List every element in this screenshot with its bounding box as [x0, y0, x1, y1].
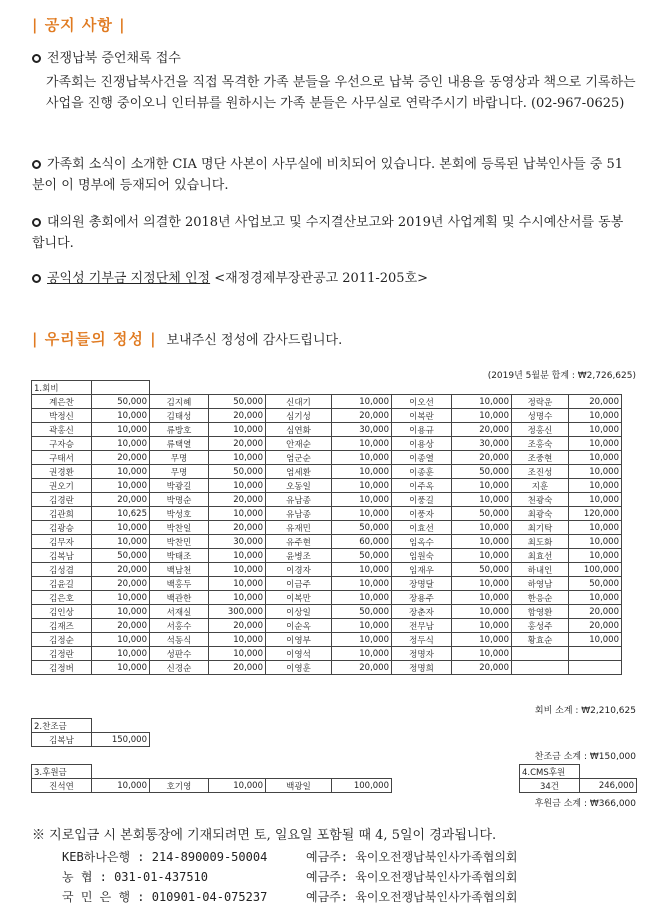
donation-amount-cell: 10,000 — [92, 633, 150, 647]
donor-name-cell: 엄세환 — [266, 465, 332, 479]
donor-name-cell: 이풍자 — [392, 507, 452, 521]
donor-name-cell: 김광승 — [32, 521, 92, 535]
donation-amount-cell: 20,000 — [92, 493, 150, 507]
donor-name-cell: 이효선 — [392, 521, 452, 535]
donation-amount-cell: 10,000 — [452, 619, 512, 633]
donor-name-cell: 이영부 — [266, 633, 332, 647]
donor-name-cell: 이종열 — [392, 451, 452, 465]
donor-name-cell: 장용주 — [392, 591, 452, 605]
donation-amount-cell: 20,000 — [452, 423, 512, 437]
table-row — [32, 521, 622, 535]
donation-amount-cell: 10,000 — [332, 493, 392, 507]
donation-amount-cell: 20,000 — [569, 605, 622, 619]
bank-account-3: 국 민 은 행 : 010901-04-075237 — [62, 890, 268, 904]
donation-amount-cell: 20,000 — [92, 451, 150, 465]
table-row — [32, 647, 622, 661]
donation-amount-cell: 10,000 — [452, 493, 512, 507]
donor-name-cell: 서홍수 — [150, 619, 209, 633]
donation-amount-cell: 10,000 — [569, 493, 622, 507]
donation-amount-cell: 50,000 — [569, 577, 622, 591]
donation-amount-cell: 10,000 — [92, 423, 150, 437]
section2-label: 2.찬조금 — [32, 719, 92, 733]
donor-name-cell: 유주현 — [266, 535, 332, 549]
donor-name-cell: 구자승 — [32, 437, 92, 451]
donor-name-cell: 김성겸 — [32, 563, 92, 577]
section3-header-row — [32, 765, 392, 779]
donation-amount-cell: 10,000 — [569, 451, 622, 465]
donor-name-cell: 하영남 — [512, 577, 569, 591]
table-row — [32, 577, 622, 591]
donation-amount-cell: 10,000 — [569, 465, 622, 479]
donation-amount-cell: 50,000 — [92, 395, 150, 409]
donor-name-cell: 김경란 — [32, 493, 92, 507]
donation-amount-cell: 30,000 — [209, 535, 266, 549]
notice-item-1-text: 가족회는 진쟁납북사건을 직접 목격한 가족 분들을 우선으로 납북 증인 내용을 동영상과 책으로 기록하는 사업을 진행 중이오니 인터뷰를 원하시는 가족 분들은 사무실로 연락주시기 바랍니다. (02-967-0625) — [46, 75, 636, 111]
donor-name-cell: 백홍두 — [150, 577, 209, 591]
donation-amount-cell: 10,000 — [92, 479, 150, 493]
donor-name-cell: 무명 — [150, 465, 209, 479]
donation-amount-cell: 10,000 — [452, 409, 512, 423]
donation-amount-cell: 10,000 — [92, 521, 150, 535]
donor-name-cell: 홍성주 — [512, 619, 569, 633]
donation-amount-cell: 10,000 — [92, 605, 150, 619]
donation-amount-cell: 10,000 — [332, 395, 392, 409]
donor-name-cell: 이용규 — [392, 423, 452, 437]
donor-name-cell: 조진성 — [512, 465, 569, 479]
donation-amount-cell: 20,000 — [569, 395, 622, 409]
donor-name-cell: 이오선 — [392, 395, 452, 409]
donor-name-cell: 백관한 — [150, 591, 209, 605]
donation-amount-cell: 10,000 — [209, 577, 266, 591]
donation-amount-cell: 10,000 — [332, 437, 392, 451]
donor-name-cell: 김정버 — [32, 661, 92, 675]
donation-amount-cell: 10,000 — [452, 605, 512, 619]
donor-name-cell: 곽홍신 — [32, 423, 92, 437]
donor-name-cell: 김복남 — [32, 549, 92, 563]
donor-name-cell: 백남천 — [150, 563, 209, 577]
donation-amount-cell: 10,000 — [209, 423, 266, 437]
section1-header-row — [32, 381, 622, 395]
bank-account-1: KEB하나은행 : 214-890009-50004 — [62, 850, 268, 864]
donation-amount-cell: 10,000 — [332, 619, 392, 633]
table-row — [32, 535, 622, 549]
section2-subtotal: 찬조금 소계 : ₩150,000 — [534, 752, 636, 762]
donor-name-cell: 황효순 — [512, 633, 569, 647]
donation-amount-cell: 10,000 — [452, 395, 512, 409]
donation-amount-cell — [569, 647, 622, 661]
table-row — [32, 507, 622, 521]
donor-name-cell: 박찬일 — [150, 521, 209, 535]
donor-name-cell: 한응순 — [512, 591, 569, 605]
donation-amount-cell: 20,000 — [332, 409, 392, 423]
donation-amount-cell: 10,000 — [569, 409, 622, 423]
table-row — [32, 633, 622, 647]
donor-name-cell: 최기탁 — [512, 521, 569, 535]
donation-amount-cell: 10,000 — [209, 647, 266, 661]
donation-amount-cell: 300,000 — [209, 605, 266, 619]
notice-item-1: 전쟁납북 증언채록 접수 — [32, 48, 632, 69]
donor-name-cell: 장춘자 — [392, 605, 452, 619]
donor-name-cell: 최광숙 — [512, 507, 569, 521]
donor-name-cell: 이경자 — [266, 563, 332, 577]
donation-amount-cell: 20,000 — [452, 451, 512, 465]
donation-amount-cell: 10,000 — [452, 479, 512, 493]
table-row — [32, 605, 622, 619]
donor-name-cell: 심연화 — [266, 423, 332, 437]
section4-table — [519, 764, 637, 793]
table-row — [32, 591, 622, 605]
donation-amount-cell: 10,000 — [569, 633, 622, 647]
section2-table — [31, 718, 150, 747]
donor-name-cell: 이순옥 — [266, 619, 332, 633]
section3-label: 3.후원금 — [32, 765, 92, 779]
donor-name-cell: 이금주 — [266, 577, 332, 591]
donation-amount-cell: 10,000 — [452, 591, 512, 605]
donation-amount-cell: 50,000 — [209, 395, 266, 409]
donor-name-cell: 신대기 — [266, 395, 332, 409]
donation-amount-cell: 10,000 — [92, 409, 150, 423]
section4-header-row — [520, 765, 637, 779]
donation-amount-cell: 10,000 — [332, 591, 392, 605]
notice-item-3: 대의원 총회에서 의결한 2018년 사업보고 및 수지결산보고와 2019년 사업계획 및 수시예산서를 동봉합니다. — [32, 215, 624, 251]
donor-name-cell: 전무남 — [392, 619, 452, 633]
donor-name-cell: 김정순 — [32, 633, 92, 647]
donor-name-cell: 유남종 — [266, 493, 332, 507]
table-row — [32, 395, 622, 409]
table-row: 진석연 10,000 호기영 10,000 백광일 100,000 — [32, 779, 392, 793]
bank-holder-3: 예금주: 육이오전쟁납북인사가족협의회 — [306, 890, 518, 904]
donation-amount-cell: 10,000 — [332, 563, 392, 577]
donor-name-cell: 이복란 — [392, 409, 452, 423]
donor-name-cell: 정두식 — [392, 633, 452, 647]
donation-amount-cell: 20,000 — [452, 661, 512, 675]
donation-amount-cell: 60,000 — [332, 535, 392, 549]
donor-name-cell: 권경환 — [32, 465, 92, 479]
donor-name-cell: 임원숙 — [392, 549, 452, 563]
donor-name-cell: 박명순 — [150, 493, 209, 507]
section4-label: 4.CMS후원 — [520, 765, 580, 779]
table-row — [32, 409, 622, 423]
donation-amount-cell: 10,000 — [332, 507, 392, 521]
donation-amount-cell: 50,000 — [452, 563, 512, 577]
donor-name-cell: 박성호 — [150, 507, 209, 521]
donor-name-cell: 김지혜 — [150, 395, 209, 409]
donor-name-cell: 정명자 — [392, 647, 452, 661]
donation-amount-cell: 20,000 — [209, 521, 266, 535]
donation-amount-cell: 10,000 — [332, 479, 392, 493]
donor-name-cell: 김정란 — [32, 647, 92, 661]
notice-title: | 공지 사항 | — [32, 16, 126, 34]
donation-amount-cell: 20,000 — [569, 619, 622, 633]
donation-amount-cell: 10,000 — [332, 577, 392, 591]
donor-name-cell: 이상일 — [266, 605, 332, 619]
donation-amount-cell: 50,000 — [452, 507, 512, 521]
donation-amount-cell: 10,000 — [209, 549, 266, 563]
donation-amount-cell: 20,000 — [209, 661, 266, 675]
donation-amount-cell: 10,000 — [209, 507, 266, 521]
donor-name-cell: 엄군순 — [266, 451, 332, 465]
donation-amount-cell: 30,000 — [332, 423, 392, 437]
donor-name-cell: 이용상 — [392, 437, 452, 451]
donation-amount-cell: 10,000 — [569, 479, 622, 493]
donor-name-cell: 계은찬 — [32, 395, 92, 409]
donation-amount-cell: 10,000 — [92, 647, 150, 661]
donor-name-cell: 최효선 — [512, 549, 569, 563]
donation-amount-cell: 30,000 — [452, 437, 512, 451]
donor-name-cell: 박광길 — [150, 479, 209, 493]
donor-name-cell: 구태서 — [32, 451, 92, 465]
circle-bullet-icon — [32, 274, 41, 283]
donor-name-cell: 김윤길 — [32, 577, 92, 591]
donation-amount-cell: 20,000 — [209, 493, 266, 507]
donation-amount-cell: 10,000 — [569, 549, 622, 563]
donation-amount-cell: 50,000 — [209, 465, 266, 479]
bank-holder-2: 예금주: 육이오전쟁납북인사가족협의회 — [306, 870, 518, 884]
table-row — [32, 619, 622, 633]
footer-note: ※ 지로입금 시 본회통장에 기재되려면 토, 일요일 포함될 때 4, 5일이 경과됩니다. — [32, 828, 497, 843]
donation-amount-cell: 10,000 — [452, 577, 512, 591]
donation-amount-cell — [569, 661, 622, 675]
notice-item-2: 가족회 소식이 소개한 CIA 명단 사본이 사무실에 비치되어 있습니다. 본회에 등록된 납북인사들 중 51분이 이 명부에 등재되어 있습니다. — [32, 157, 624, 193]
table-row — [32, 437, 622, 451]
donation-amount-cell: 10,000 — [209, 563, 266, 577]
table-row — [32, 549, 622, 563]
donor-name-cell: 최도화 — [512, 535, 569, 549]
donations-summary: (2019년 5월분 합계 : ₩2,726,625) — [487, 371, 636, 381]
section3-subtotal: 후원금 소계 : ₩366,000 — [534, 799, 636, 809]
notice-item-4: 공익성 기부금 지정단체 인정 <재정경제부장관공고 2011-205호> — [32, 268, 632, 289]
donation-amount-cell: 10,000 — [332, 451, 392, 465]
section1-subtotal: 회비 소계 : ₩2,210,625 — [534, 706, 636, 716]
donations-title: | 우리들의 정성 | 보내주신 정성에 감사드립니다. — [32, 330, 343, 348]
section1-label: 1.회비 — [32, 381, 92, 395]
donation-amount-cell: 10,000 — [452, 633, 512, 647]
table-row — [32, 563, 622, 577]
donor-name-cell: 윤병조 — [266, 549, 332, 563]
donation-amount-cell: 10,000 — [452, 521, 512, 535]
donor-name-cell: 정명희 — [392, 661, 452, 675]
circle-bullet-icon — [32, 218, 41, 227]
donation-amount-cell: 10,000 — [92, 437, 150, 451]
donor-name-cell: 이주옥 — [392, 479, 452, 493]
donation-amount-cell: 10,000 — [92, 591, 150, 605]
donor-name-cell: 박정신 — [32, 409, 92, 423]
donor-name-cell — [512, 661, 569, 675]
donation-amount-cell: 20,000 — [92, 619, 150, 633]
donor-name-cell — [512, 647, 569, 661]
donation-amount-cell: 10,000 — [209, 591, 266, 605]
section3-table — [31, 764, 392, 793]
circle-bullet-icon — [32, 54, 41, 63]
donor-name-cell: 정홍신 — [512, 423, 569, 437]
donation-amount-cell: 50,000 — [452, 465, 512, 479]
donor-name-cell: 권오기 — [32, 479, 92, 493]
donation-amount-cell: 10,000 — [332, 465, 392, 479]
section2-header-row — [32, 719, 150, 733]
donor-name-cell: 박태조 — [150, 549, 209, 563]
donation-amount-cell: 10,000 — [452, 647, 512, 661]
donor-name-cell: 이복만 — [266, 591, 332, 605]
donation-amount-cell: 10,000 — [92, 465, 150, 479]
donation-amount-cell: 10,000 — [209, 479, 266, 493]
donor-name-cell: 오동일 — [266, 479, 332, 493]
donor-name-cell: 김무자 — [32, 535, 92, 549]
donation-amount-cell: 120,000 — [569, 507, 622, 521]
donor-name-cell: 류택열 — [150, 437, 209, 451]
donation-amount-cell: 10,000 — [569, 535, 622, 549]
donor-name-cell: 성명수 — [512, 409, 569, 423]
donor-name-cell: 김태성 — [150, 409, 209, 423]
donation-amount-cell: 10,000 — [92, 661, 150, 675]
circle-bullet-icon — [32, 160, 41, 169]
donation-amount-cell: 50,000 — [92, 549, 150, 563]
table-row: 김복남 150,000 — [32, 733, 150, 747]
donation-amount-cell: 20,000 — [92, 577, 150, 591]
donor-name-cell: 김은호 — [32, 591, 92, 605]
donor-name-cell: 이풍길 — [392, 493, 452, 507]
donation-amount-cell: 20,000 — [209, 619, 266, 633]
donor-name-cell: 김재즈 — [32, 619, 92, 633]
donor-name-cell: 안재순 — [266, 437, 332, 451]
table-row — [32, 661, 622, 675]
donor-name-cell: 함영환 — [512, 605, 569, 619]
bank-holder-1: 예금주: 육이오전쟁납북인사가족협의회 — [306, 850, 518, 864]
donation-amount-cell: 10,000 — [569, 437, 622, 451]
donation-amount-cell: 10,000 — [209, 633, 266, 647]
donor-name-cell: 천광숙 — [512, 493, 569, 507]
donor-name-cell: 조홍숙 — [512, 437, 569, 451]
donor-name-cell: 박찬민 — [150, 535, 209, 549]
donor-name-cell: 장명달 — [392, 577, 452, 591]
table-row: 34건 246,000 — [520, 779, 637, 793]
donor-name-cell: 조중현 — [512, 451, 569, 465]
donor-name-cell: 지훈 — [512, 479, 569, 493]
donor-name-cell: 임옥수 — [392, 535, 452, 549]
donation-amount-cell: 10,000 — [452, 549, 512, 563]
donor-name-cell: 무명 — [150, 451, 209, 465]
donor-name-cell: 성판수 — [150, 647, 209, 661]
donation-amount-cell: 100,000 — [569, 563, 622, 577]
donor-name-cell: 김관희 — [32, 507, 92, 521]
bank-account-2: 농 협 : 031-01-437510 — [62, 870, 209, 884]
donor-name-cell: 임재우 — [392, 563, 452, 577]
donor-name-cell: 류방호 — [150, 423, 209, 437]
table-row — [32, 479, 622, 493]
donor-name-cell: 유재민 — [266, 521, 332, 535]
donation-amount-cell: 50,000 — [332, 549, 392, 563]
donation-amount-cell: 20,000 — [332, 661, 392, 675]
donor-name-cell: 신경순 — [150, 661, 209, 675]
donor-name-cell: 서재실 — [150, 605, 209, 619]
table-row — [32, 493, 622, 507]
donor-name-cell: 유남종 — [266, 507, 332, 521]
donation-amount-cell: 10,000 — [569, 423, 622, 437]
donation-amount-cell: 20,000 — [209, 409, 266, 423]
donation-amount-cell: 50,000 — [332, 521, 392, 535]
donation-amount-cell: 10,000 — [452, 535, 512, 549]
donation-amount-cell: 10,000 — [569, 591, 622, 605]
donor-name-cell: 이영훈 — [266, 661, 332, 675]
donor-name-cell: 김인상 — [32, 605, 92, 619]
donor-name-cell: 정락운 — [512, 395, 569, 409]
donation-amount-cell: 10,000 — [569, 521, 622, 535]
table-row — [32, 451, 622, 465]
donation-amount-cell: 20,000 — [209, 437, 266, 451]
donation-amount-cell: 10,625 — [92, 507, 150, 521]
donor-name-cell: 이종훈 — [392, 465, 452, 479]
donation-amount-cell: 50,000 — [332, 605, 392, 619]
table-row — [32, 465, 622, 479]
donor-name-cell: 이영석 — [266, 647, 332, 661]
donor-name-cell: 하내인 — [512, 563, 569, 577]
donor-name-cell: 심기성 — [266, 409, 332, 423]
donation-amount-cell: 20,000 — [92, 563, 150, 577]
donor-name-cell: 석동식 — [150, 633, 209, 647]
table-row — [32, 423, 622, 437]
donation-amount-cell: 10,000 — [332, 633, 392, 647]
donations-table — [31, 380, 622, 675]
donation-amount-cell: 10,000 — [209, 451, 266, 465]
donation-amount-cell: 10,000 — [332, 647, 392, 661]
donation-amount-cell: 10,000 — [92, 535, 150, 549]
